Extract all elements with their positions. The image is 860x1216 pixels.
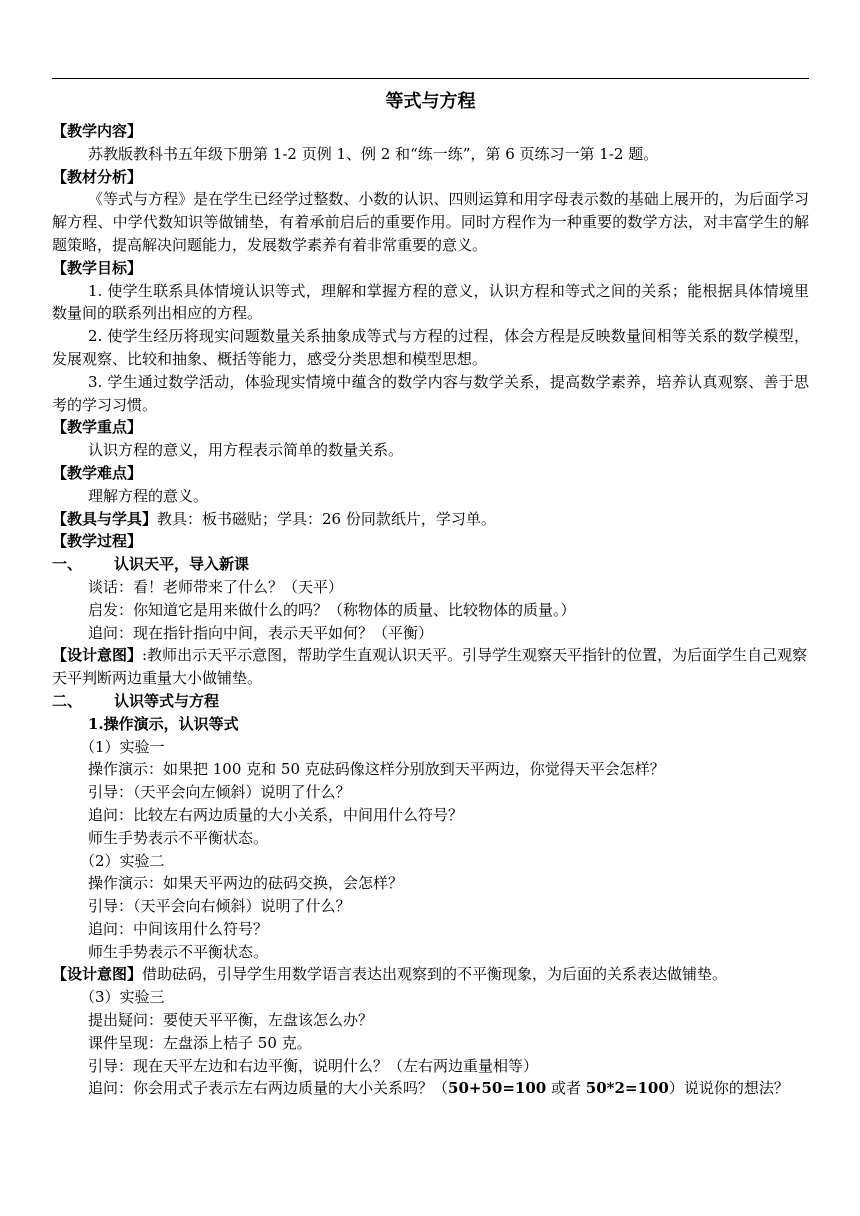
goal-item-1: 1. 使学生联系具体情境认识等式，理解和掌握方程的意义，认识方程和等式之间的关系；能根据具体情境里数量间的联系列出相应的方程。 (52, 281, 809, 323)
step-title-2: 认识等式与方程 (114, 691, 220, 710)
design-intent-text: :教师出示天平示意图，帮助学生直观认识天平。引导学生观察天平指针的位置，为后面学生自己观察天平判断两边重量大小做铺垫。 (52, 646, 808, 688)
section-heading-content: 【教学内容】 (52, 122, 143, 140)
exp3-line-1: 提出疑问：要使天平平衡，左盘该怎么办？ (88, 1011, 374, 1030)
exp3-line-4-e: ）说说你的想法？ (668, 1079, 789, 1098)
exp3-line-4-a: 追问：你会用式子表示左右两边质量的大小关系吗？（ (88, 1079, 449, 1098)
step-number-2: 二、 (52, 691, 83, 710)
step1-line-2: 启发：你知道它是用来做什么的吗？（称物体的质量、比较物体的质量。） (88, 600, 576, 619)
equation-2: 50*2=100 (585, 1079, 669, 1098)
step1-design-intent (52, 644, 809, 690)
exp1-line-4: 师生手势表示不平衡状态。 (88, 828, 269, 847)
experiment-2-label: （2）实验二 (80, 851, 165, 870)
design-intent-label-2: 【设计意图】 (52, 965, 143, 984)
step2-design-intent (52, 963, 809, 986)
analysis-text: 《等式与方程》是在学生已经学过整数、小数的认识、四则运算和用字母表示数的基础上展开的，为后面学习解方程、中学代数知识等做铺垫，有着承前启后的重要作用。同时方程作为一种重要的数学方法，对丰富学生的解题策略，提高解决问题能力，发展数学素养有着非常重要的意义。 (52, 190, 809, 254)
exp2-line-3: 追问：中间该用什么符号？ (88, 919, 269, 938)
section-heading-analysis: 【教材分析】 (52, 167, 143, 186)
exp1-line-2: 引导：（天平会向左倾斜）说明了什么？ (88, 783, 351, 802)
step-heading-2 (52, 690, 809, 713)
substep-heading: 1.操作演示，认识等式 (88, 714, 239, 733)
section-heading-tools: 【教具与学具】 (52, 509, 158, 528)
key-text: 认识方程的意义，用方程表示简单的数量关系。 (88, 441, 404, 460)
section-heading-difficulty: 【教学难点】 (52, 463, 143, 482)
step-heading-1 (52, 553, 809, 576)
tools-text: 教具：板书磁贴；学具：26 份同款纸片，学习单。 (157, 509, 496, 528)
header-rule (52, 78, 809, 79)
step1-line-3: 追问：现在指针指向中间，表示天平如何？（平衡） (88, 623, 434, 642)
goal-item-2: 2. 使学生经历将现实问题数量关系抽象成等式与方程的过程，体会方程是反映数量间相等关系的数学模型，发展观察、比较和抽象、概括等能力，感受分类思想和模型思想。 (52, 327, 809, 368)
exp1-line-3: 追问：比较左右两边质量的大小关系，中间用什么符号？ (88, 805, 464, 824)
exp3-line-4-c: 或者 (546, 1079, 586, 1098)
section-heading-process: 【教学过程】 (52, 532, 143, 551)
experiment-3-label: （3）实验三 (80, 988, 165, 1007)
design-intent-label: 【设计意图】 (52, 646, 143, 665)
document-body (52, 88, 809, 1100)
page-title: 等式与方程 (385, 91, 476, 112)
equation-1: 50+50=100 (448, 1079, 547, 1098)
design-intent-text-2: 借助砝码，引导学生用数学语言表达出观察到的不平衡现象，为后面的关系表达做铺垫。 (142, 965, 728, 984)
section-heading-goals: 【教学目标】 (52, 258, 143, 277)
exp2-line-2: 引导：（天平会向右倾斜）说明了什么？ (88, 897, 351, 916)
content-text: 苏教版教科书五年级下册第 1-2 页例 1、例 2 和“练一练”，第 6 页练习一第 1-2 题。 (88, 144, 659, 163)
step1-line-1: 谈话：看！老师带来了什么？（天平） (88, 577, 344, 596)
exp3-line-2: 课件呈现：左盘添上桔子 50 克。 (88, 1033, 312, 1052)
goal-item-3: 3. 学生通过数学活动，体验现实情境中蕴含的数学内容与数学关系，提高数学素养，培养认真观察、善于思考的学习习惯。 (52, 372, 809, 414)
section-heading-key: 【教学重点】 (52, 418, 143, 437)
difficulty-text: 理解方程的意义。 (88, 486, 209, 505)
exp2-line-4: 师生手势表示不平衡状态。 (88, 942, 269, 961)
step-title-1: 认识天平，导入新课 (114, 555, 250, 574)
tools-line (52, 508, 809, 531)
exp1-line-1: 操作演示：如果把 100 克和 50 克砝码像这样分别放到天平两边，你觉得天平会怎样？ (88, 760, 665, 779)
experiment-1-label: （1）实验一 (80, 737, 165, 756)
exp3-line-3: 引导：现在天平左边和右边平衡，说明什么？（左右两边重量相等） (88, 1056, 539, 1075)
exp3-line-4 (52, 1077, 809, 1100)
step-number-1: 一、 (52, 555, 83, 574)
exp2-line-1: 操作演示：如果天平两边的砝码交换，会怎样？ (88, 874, 404, 893)
